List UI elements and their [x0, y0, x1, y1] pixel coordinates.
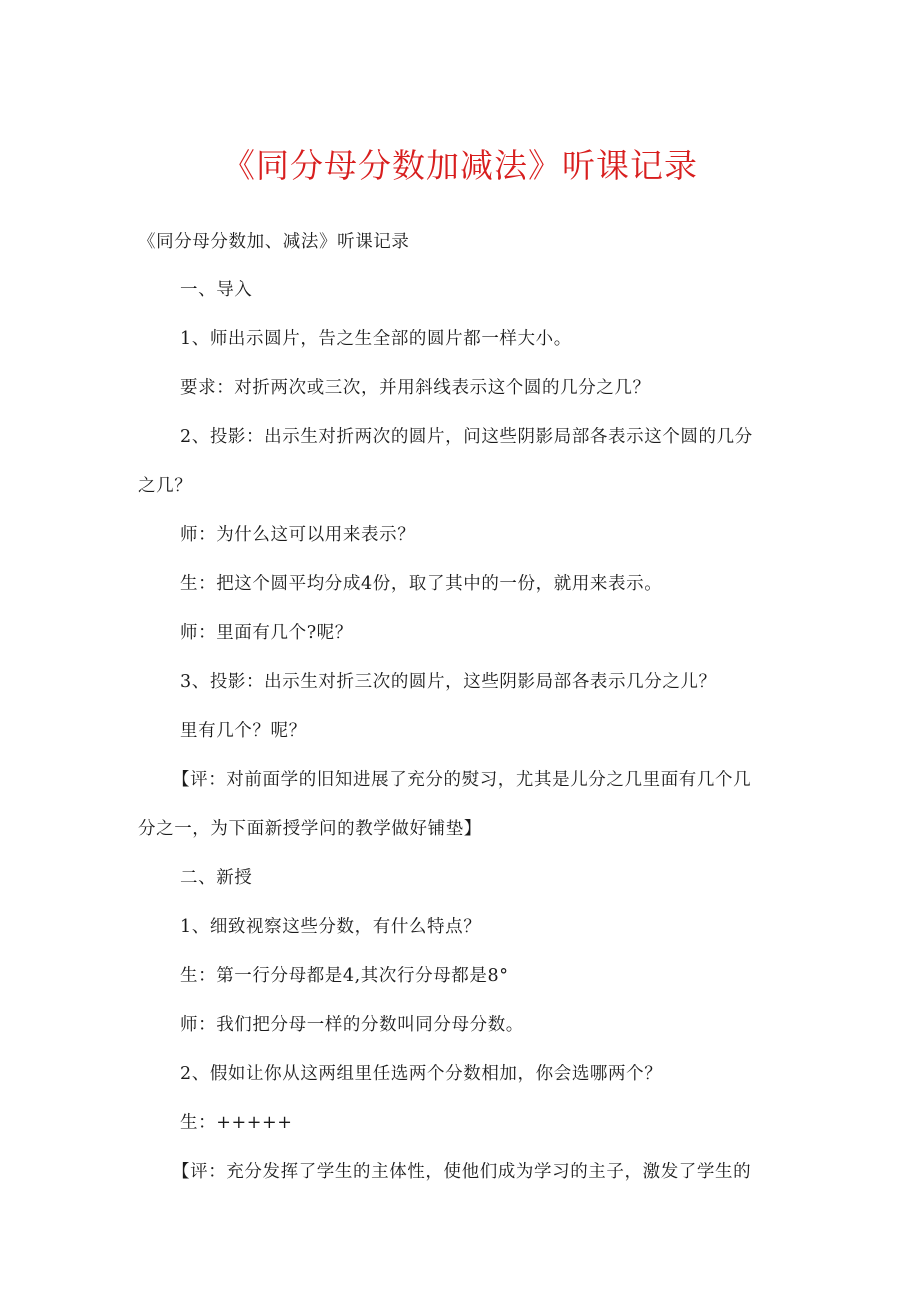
- paragraph-line: 2、假如让你从这两组里任选两个分数相加，你会选哪两个？: [180, 1064, 663, 1084]
- comment-line: 【评：充分发挥了学生的主体性，使他们成为学习的主子，激发了学生的: [172, 1162, 752, 1182]
- paragraph-line: 师：为什么这可以用来表示？: [180, 525, 416, 545]
- section-heading-intro: 一、导入: [180, 280, 253, 300]
- paragraph-line: 师：我们把分母一样的分数叫同分母分数。: [180, 1015, 524, 1035]
- paragraph-line: 师：里面有几个?呢？: [180, 623, 353, 643]
- paragraph-line: 生：把这个圆平均分成4份，取了其中的一份，就用来表示。: [180, 574, 663, 594]
- comment-line: 【评：对前面学的旧知进展了充分的熨习，尤其是儿分之几里面有几个几: [172, 770, 752, 790]
- paragraph-line: 1、师出示圆片，告之生全部的圆片都一样大小。: [180, 329, 572, 349]
- section-heading-new-lesson: 二、新授: [180, 868, 253, 888]
- document-title: 《同分母分数加减法》听课记录: [222, 146, 698, 185]
- paragraph-line: 里有几个？呢？: [180, 721, 307, 741]
- paragraph-line: 1、细致视察这些分数，有什么特点？: [180, 917, 482, 937]
- paragraph-line: 生：第一行分母都是4,其次行分母都是8°: [180, 966, 509, 986]
- paragraph-line: 要求：对折两次或三次，并用斜线表示这个圆的几分之几？: [180, 378, 651, 398]
- paragraph-line: 3、投影：出示生对折三次的圆片，这些阴影局部各表示几分之儿？: [180, 672, 717, 692]
- comment-line: 分之一，为下面新授学问的教学做好铺垫】: [138, 819, 482, 839]
- paragraph-line: 之几？: [138, 476, 193, 496]
- paragraph-line: 2、投影：出示生对折两次的圆片，问这些阴影局部各表示这个圆的几分: [180, 427, 753, 447]
- subtitle-line: 《同分母分数加、减法》听课记录: [138, 232, 410, 252]
- paragraph-line: 生：+++++: [180, 1113, 293, 1133]
